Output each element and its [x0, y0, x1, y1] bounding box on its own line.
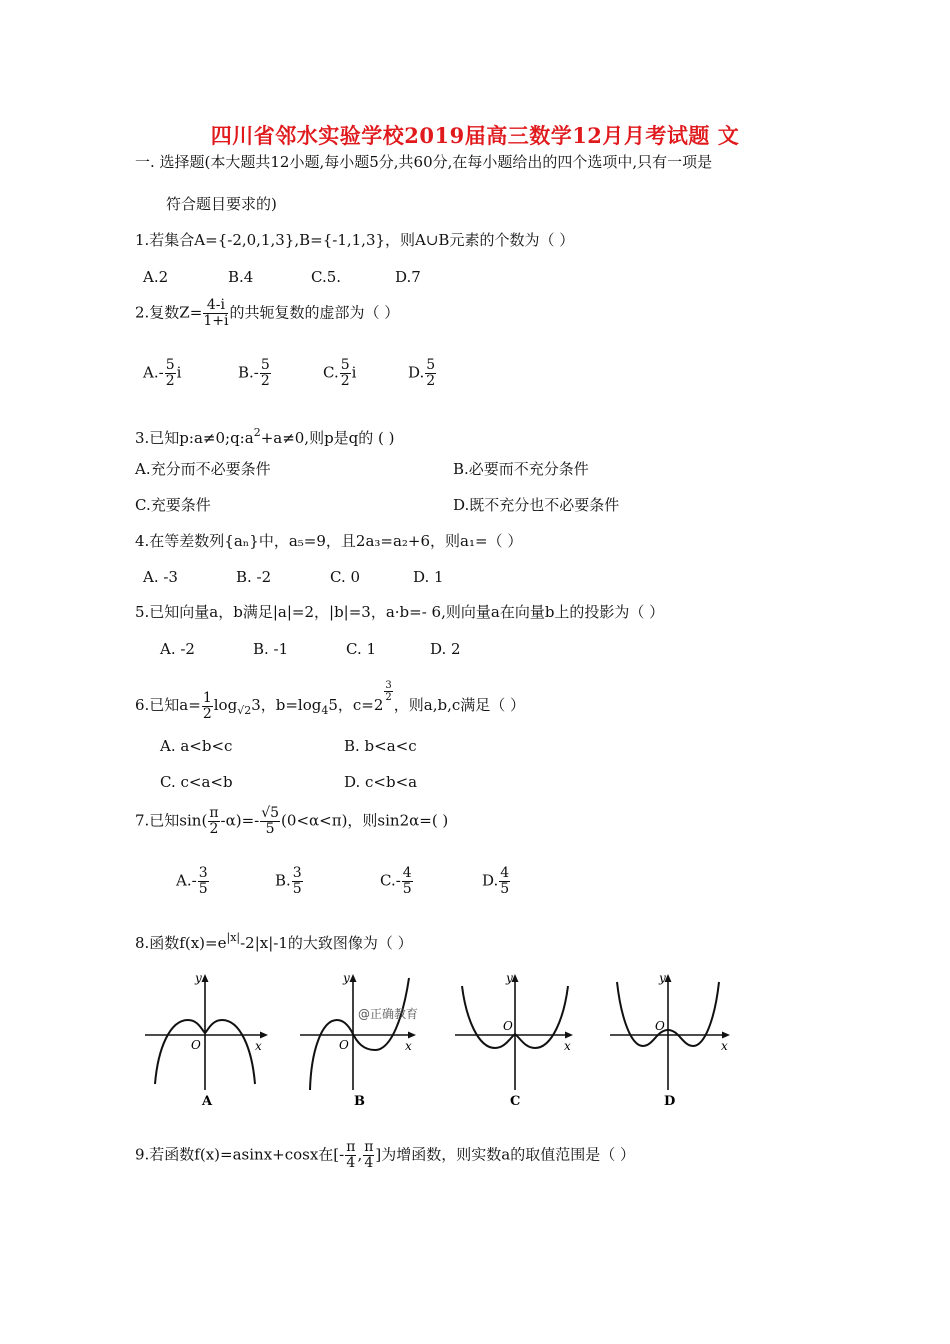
q4-option-a: A. -3 — [143, 568, 178, 586]
q3-option-c: C.充要条件 — [135, 496, 211, 514]
q2-option-d: D. $\frac{5}{2}$ — [408, 357, 436, 389]
graph-d-x-label: x — [721, 1039, 728, 1053]
q4-option-c: C. 0 — [330, 568, 361, 586]
q1-option-b: B.4 — [228, 268, 254, 286]
q6-option-a: A. a<b<c — [160, 737, 233, 755]
page-title: 四川省邻水实验学校2019届高三数学12月月考试题 文 — [210, 123, 740, 148]
section-heading: 一. 选择题(本大题共12小题,每小题5分,共60分,在每小题给出的四个选项中,只有一项是 — [135, 153, 713, 171]
q5-option-c: C. 1 — [346, 640, 377, 658]
graph-d-label: D — [664, 1094, 676, 1109]
q1-option-d: D.7 — [395, 268, 421, 286]
q2-option-b: B.- $\frac{5}{2}$ — [238, 357, 270, 389]
q4-option-d: D. 1 — [413, 568, 444, 586]
q2-stem: 2.复数Z= $\frac{4-i}{1+i}$ 的共轭复数的虚部为（ ） — [135, 297, 400, 329]
q6-option-c: C. c<a<b — [160, 773, 233, 791]
q8-graph-d — [605, 968, 745, 1113]
q8-graph-a — [140, 968, 280, 1113]
q2-frac-den: 1+i — [203, 313, 229, 329]
q3-option-b: B.必要而不充分条件 — [453, 460, 589, 478]
q1-option-c: C.5. — [311, 268, 342, 286]
q7-option-b: B. $\frac{3}{5}$ — [275, 865, 302, 897]
q6-stem: 6.已知a= $\frac{1}{2}$ $\log_{√2}3$，$b=\log_45$，c=2 $\frac{3}{2}$ ，则a,b,c满足（ ） — [135, 680, 526, 722]
q8-graph-c — [450, 968, 590, 1113]
graph-c-label: C — [510, 1094, 521, 1109]
q2-option-c: C. $\frac{5}{2}$ i — [323, 357, 357, 389]
q2-frac-num: 4-i — [203, 298, 228, 314]
q8-stem: 8.函数$f(x)=e^{|x|}-2|x|-1$的大致图像为（ ） — [135, 931, 413, 952]
graph-c-origin: O — [503, 1019, 513, 1033]
graph-a-y-label: y — [195, 971, 202, 985]
q7-option-c: C.- $\frac{4}{5}$ — [380, 865, 412, 897]
q5-option-a: A. -2 — [160, 640, 195, 658]
graph-a-label: A — [202, 1094, 213, 1109]
q7-stem: 7.已知sin( $\frac{\pi}{2}$ -α)=- $\frac{√5}{5}$ (0<α<π)，则sin2α=( ) — [135, 805, 449, 837]
graph-b-label: B — [354, 1094, 365, 1109]
graph-d-origin: O — [655, 1019, 665, 1033]
q2-option-a: A.- $\frac{5}{2}$ i — [143, 357, 182, 389]
q3-stem: 3.已知$p:a\ne 0;q:a^2+a\ne 0$,则p是q的 ( ) — [135, 426, 395, 447]
graph-c-y-label: y — [506, 971, 513, 985]
q9-stem: 9.若函数f(x)=asinx+cosx在[- $\frac{\pi}{4}$ , $\frac{\pi}{4}$ ]为增函数，则实数a的取值范围是（ ） — [135, 1139, 635, 1171]
q8-graph-b — [295, 968, 435, 1113]
graph-b-x-label: x — [405, 1039, 412, 1053]
q6-option-b: B. b<a<c — [344, 737, 417, 755]
q5-option-b: B. -1 — [253, 640, 289, 658]
graph-b-origin: O — [339, 1038, 349, 1052]
q4-stem: 4.在等差数列{aₙ}中，a₅=9，且2a₃=a₂+6，则a₁=（ ） — [135, 532, 523, 550]
graph-a-origin: O — [191, 1038, 201, 1052]
q5-option-d: D. 2 — [430, 640, 461, 658]
graph-b-y-label: y — [343, 971, 350, 985]
q6-option-d: D. c<b<a — [344, 773, 418, 791]
graph-a-x-label: x — [255, 1039, 262, 1053]
q7-option-d: D. $\frac{4}{5}$ — [482, 865, 510, 897]
section-heading-cont: 符合题目要求的) — [166, 195, 277, 213]
q1-stem: 1.若集合A={-2,0,1,3},B={-1,1,3}，则A∪B元素的个数为（ ） — [135, 231, 575, 249]
q7-option-a: A.- $\frac{3}{5}$ — [176, 865, 208, 897]
graph-c-x-label: x — [564, 1039, 571, 1053]
q5-stem: 5.已知向量a，b满足|a|=2，|b|=3，a·b=- 6,则向量a在向量b上的投影为（ ） — [135, 603, 665, 621]
q3-option-a: A.充分而不必要条件 — [135, 460, 271, 478]
q4-option-b: B. -2 — [236, 568, 272, 586]
watermark: @正确教育 — [358, 1007, 419, 1021]
graph-d-y-label: y — [659, 971, 666, 985]
q3-option-d: D.既不充分也不必要条件 — [453, 496, 620, 514]
q1-option-a: A.2 — [143, 268, 169, 286]
